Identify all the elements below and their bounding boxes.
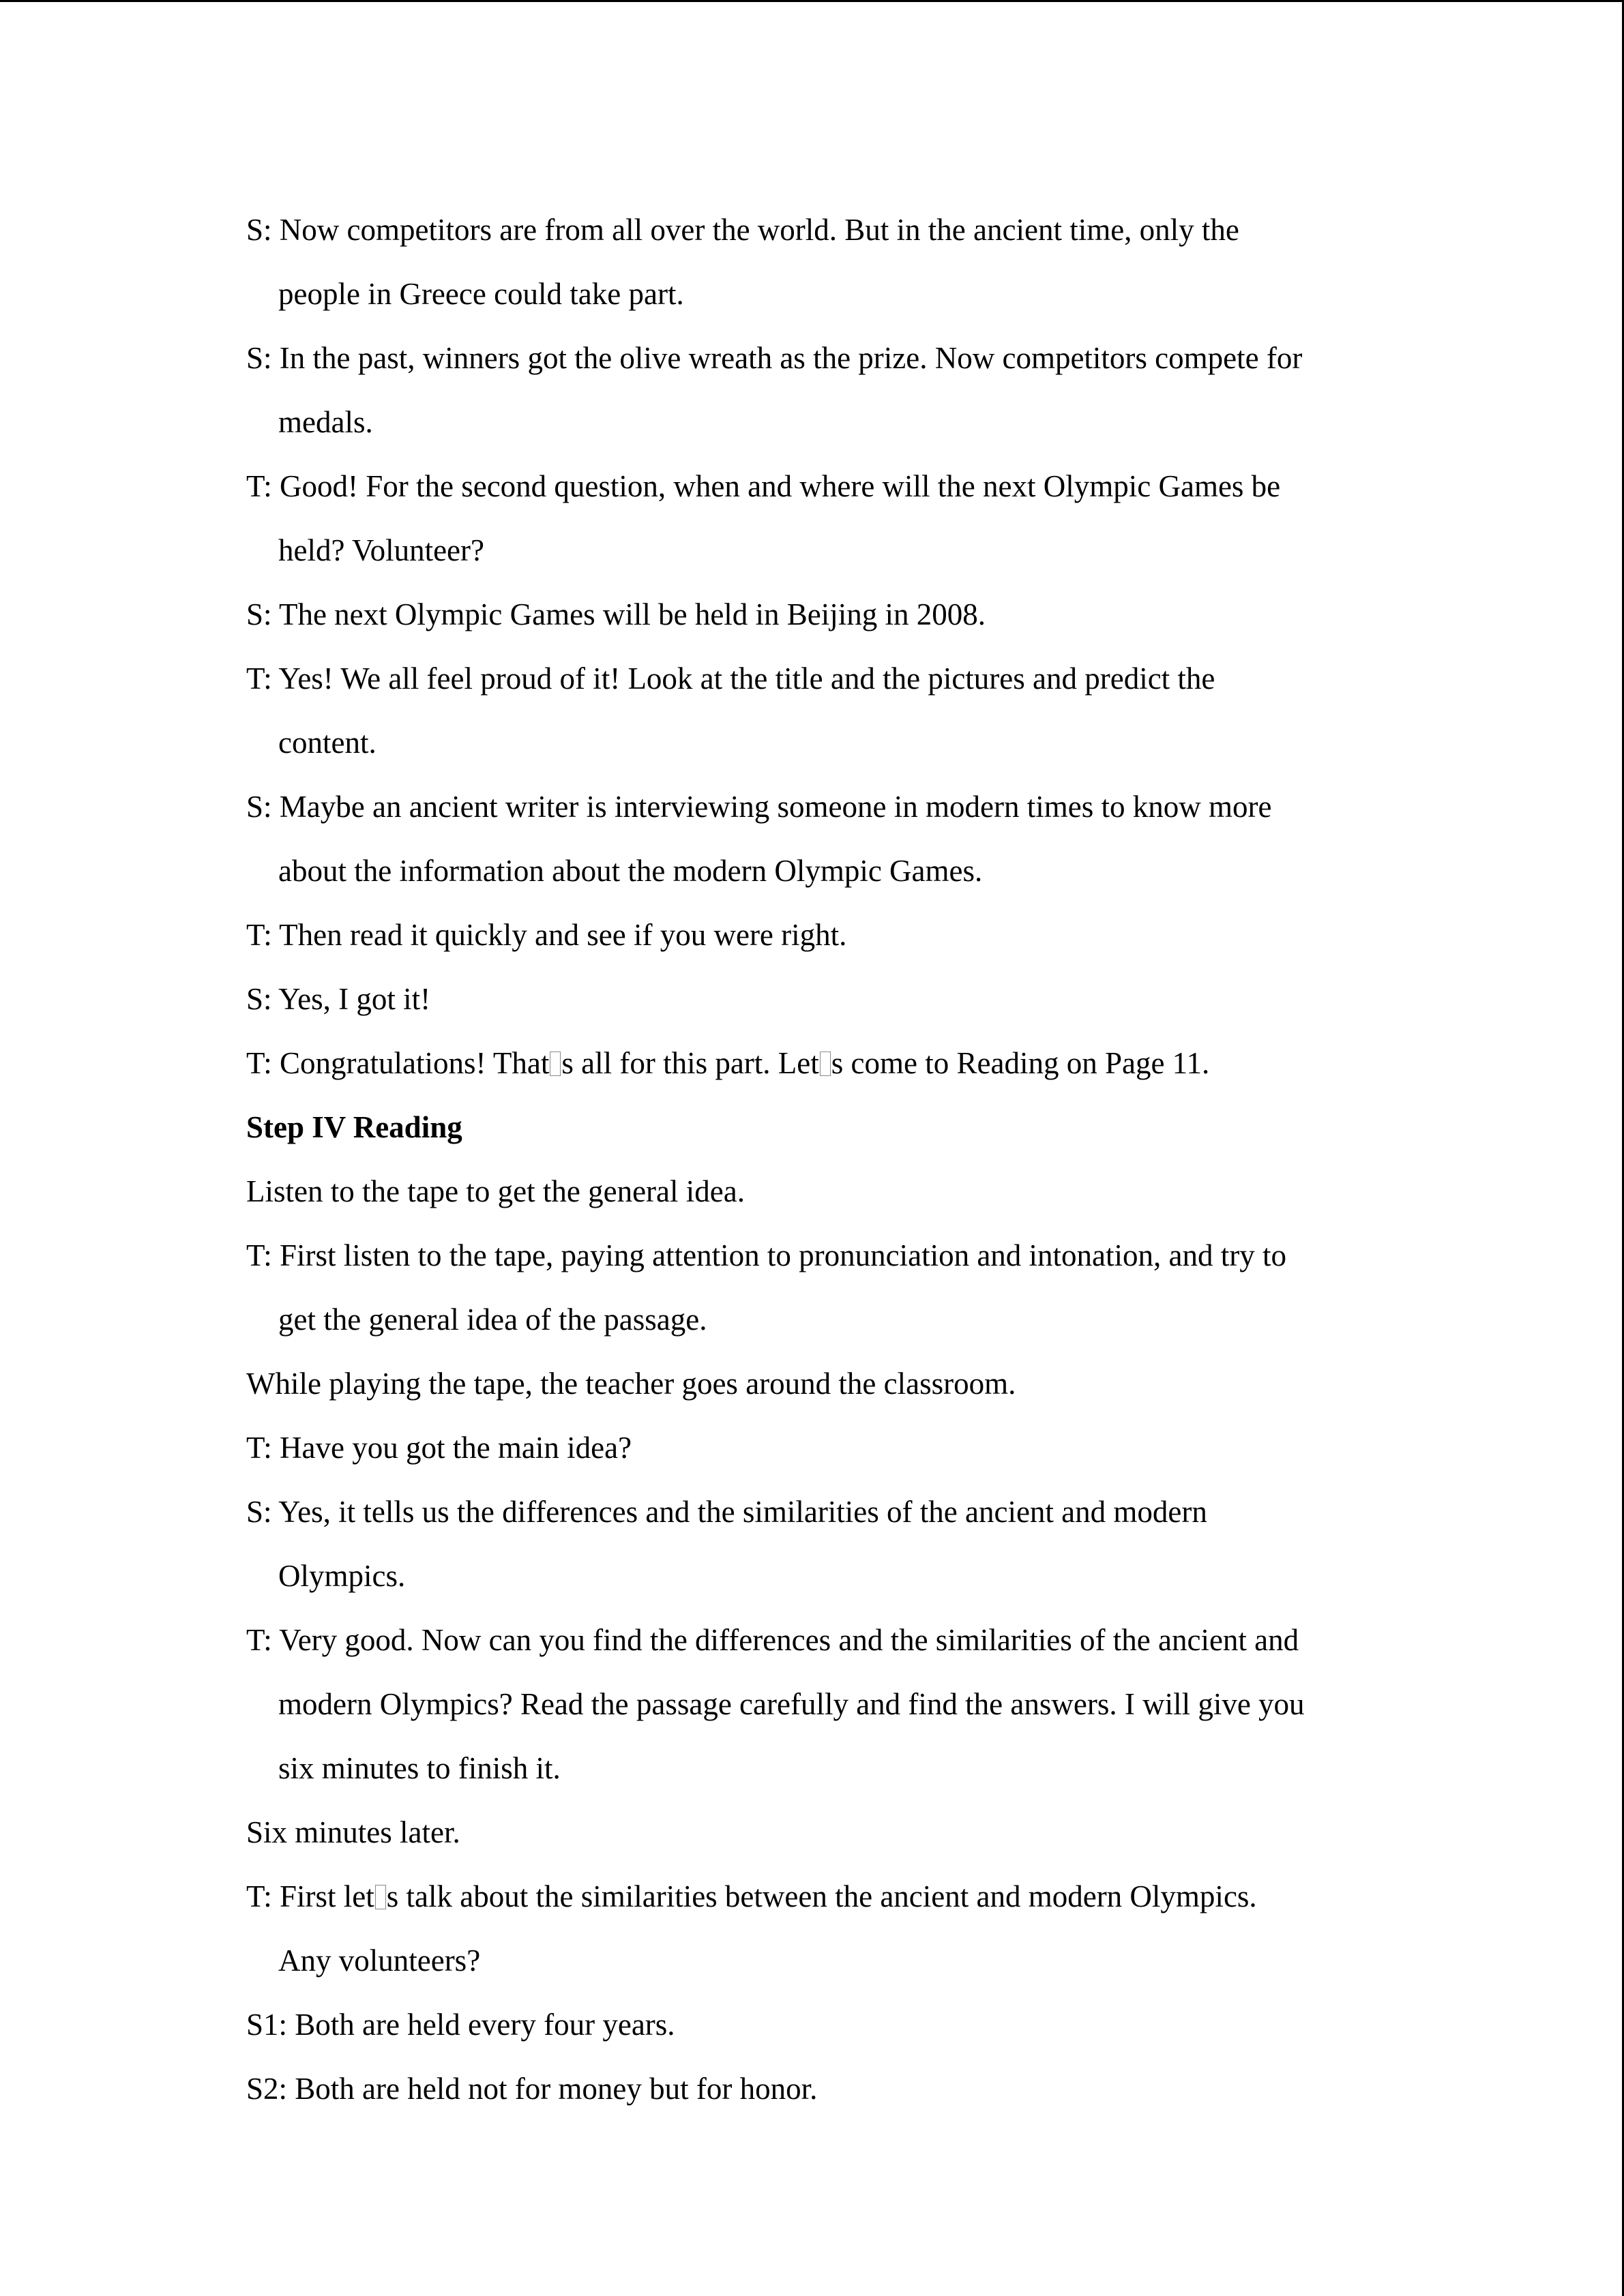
text-line-continuation: people in Greece could take part. (278, 277, 684, 311)
text-line: S: In the past, winners got the olive wreath as the prize. Now competitors compete for (246, 341, 1303, 375)
document-page (246, 198, 1406, 2121)
text-line: T: Yes! We all feel proud of it! Look at the title and the pictures and predict the (246, 661, 1215, 696)
text-line-continuation: Olympics. (278, 1559, 406, 1593)
page-frame-top (0, 0, 1624, 2)
text-line: S2: Both are held not for money but for honor. (246, 2072, 818, 2106)
text-line-continuation: six minutes to finish it. (278, 1751, 561, 1785)
text-line: T: Very good. Now can you find the differences and the similarities of the ancient and (246, 1623, 1299, 1657)
missing-glyph-box (550, 1052, 561, 1076)
text-line-continuation: modern Olympics? Read the passage carefully and find the answers. I will give you (278, 1687, 1305, 1721)
text-line: S: Yes, it tells us the differences and the similarities of the ancient and modern (246, 1495, 1207, 1529)
text-line: T: Congratulations! That s all for this part. Let s come to Reading on Page 11. (246, 1046, 1210, 1080)
text-line: Listen to the tape to get the general idea. (246, 1174, 745, 1208)
text-line-continuation: get the general idea of the passage. (278, 1302, 707, 1337)
missing-glyph-box (375, 1885, 386, 1909)
missing-glyph-box (820, 1052, 831, 1076)
text-line: S: The next Olympic Games will be held in Beijing in 2008. (246, 597, 986, 631)
text-line: T: Good! For the second question, when and where will the next Olympic Games be (246, 469, 1281, 503)
text-line-continuation: about the information about the modern Olympic Games. (278, 854, 983, 888)
text-line: S: Yes, I got it! (246, 982, 431, 1016)
text-line-continuation: medals. (278, 405, 373, 439)
text-line: T: Have you got the main idea? (246, 1431, 632, 1465)
text-line: S1: Both are held every four years. (246, 2008, 675, 2042)
text-line-continuation: Any volunteers? (278, 1943, 481, 1978)
text-line: T: First let s talk about the similarities between the ancient and modern Olympics. (246, 1879, 1257, 1913)
text-line: S: Maybe an ancient writer is interviewing someone in modern times to know more (246, 790, 1272, 824)
text-line: While playing the tape, the teacher goes around the classroom. (246, 1367, 1016, 1401)
text-line: T: Then read it quickly and see if you were right. (246, 918, 847, 952)
text-line-continuation: content. (278, 726, 377, 760)
text-line: S: Now competitors are from all over the world. But in the ancient time, only the (246, 213, 1239, 247)
text-line-continuation: held? Volunteer? (278, 533, 484, 567)
text-line: T: First listen to the tape, paying attention to pronunciation and intonation, and try to (246, 1238, 1286, 1272)
text-line: Six minutes later. (246, 1815, 460, 1849)
section-heading: Step IV Reading (246, 1110, 462, 1144)
